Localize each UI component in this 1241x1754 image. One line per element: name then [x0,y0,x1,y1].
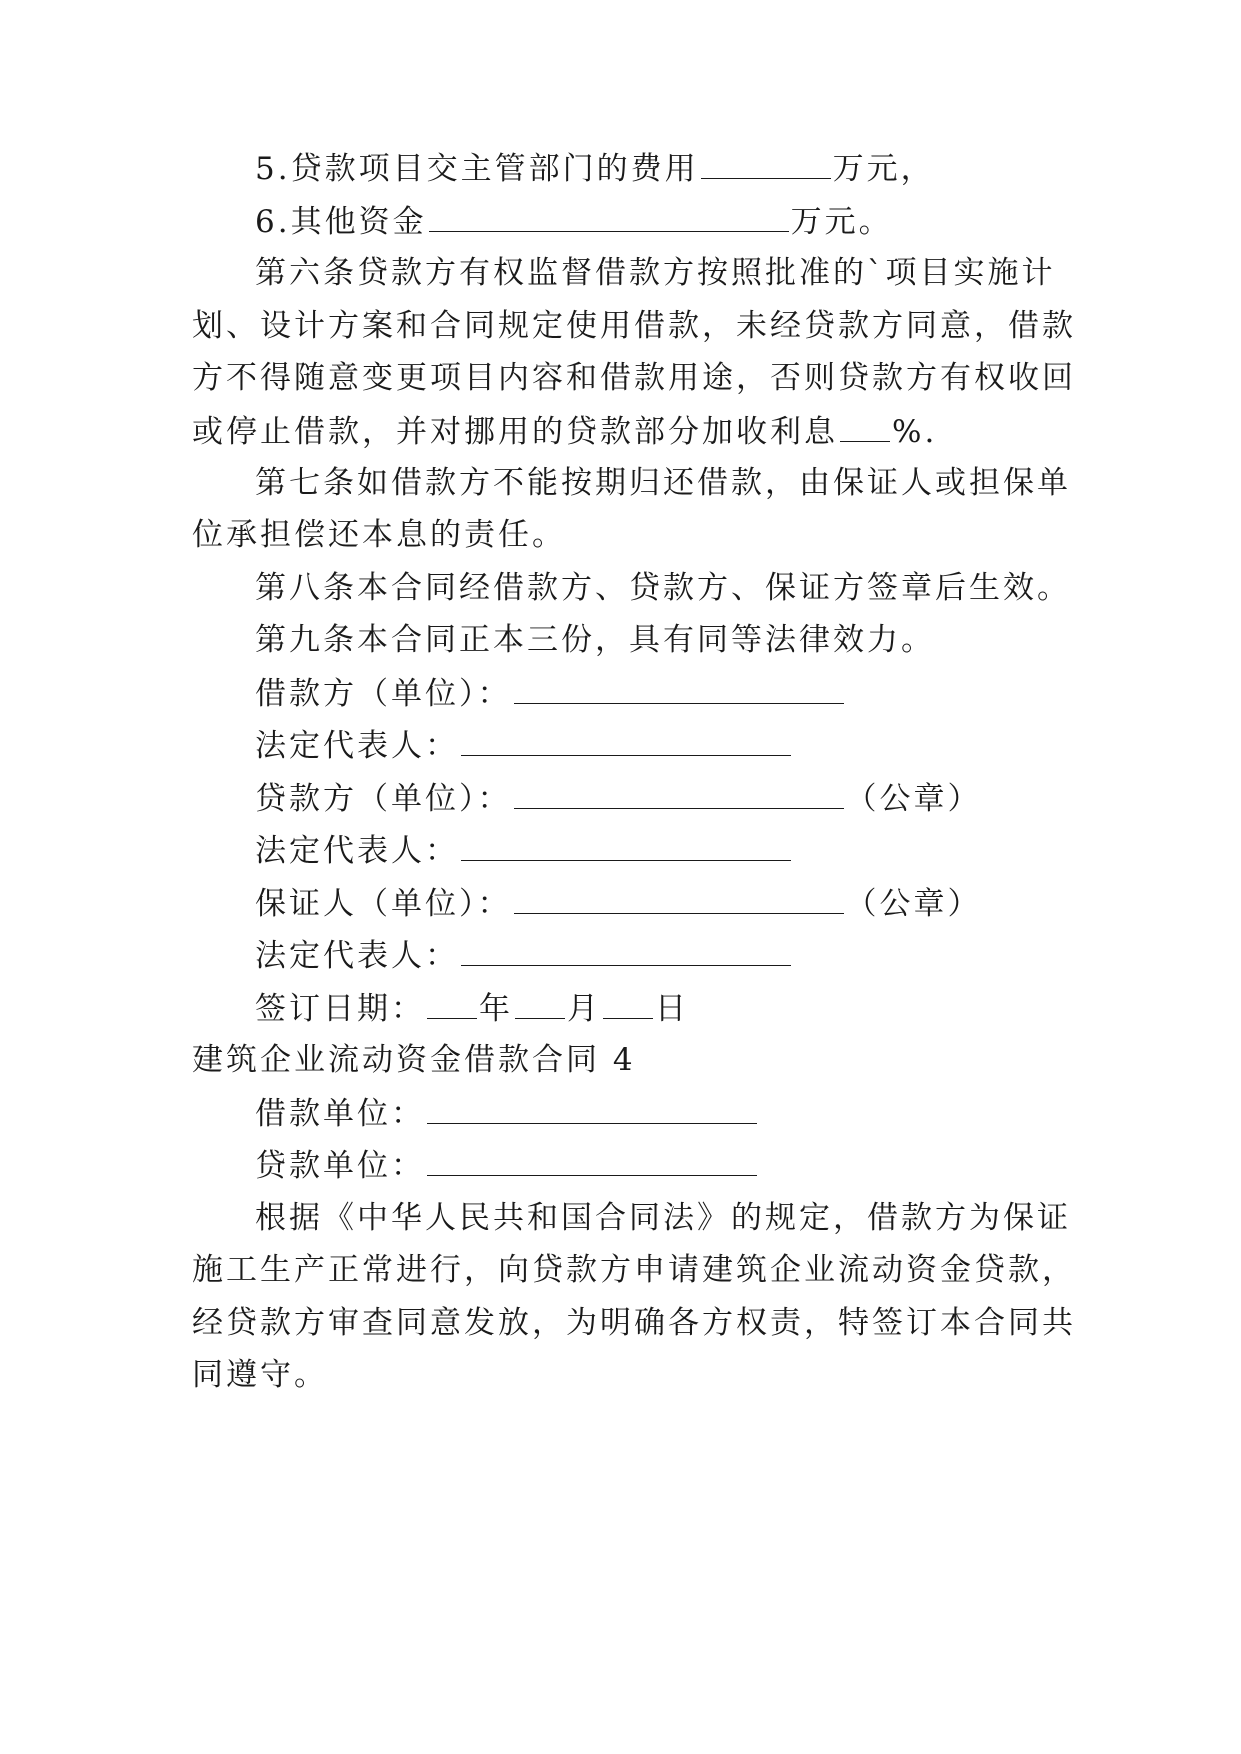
lender-rep-line [255,830,793,871]
signing-date-label: 签订日期： [255,991,425,1027]
borrower-rep-blank [461,725,791,756]
borrower-rep-label: 法定代表人： [255,728,459,764]
borrower-rep-line [255,725,793,766]
lending-unit-blank [427,1145,757,1176]
section-title: 建筑企业流动资金借款合同 4 [192,1042,636,1078]
other-funds-label: 6.其他资金 [255,204,427,240]
lender-rep-blank [461,830,791,861]
borrower-label: 借款方（单位）： [255,676,512,712]
intro-line-4: 同遵守。 [192,1357,328,1393]
fee-unit: 万元， [832,151,935,187]
guarantor-seal: （公章） [845,886,982,922]
lender-seal: （公章） [845,781,982,817]
fee-line [255,148,935,189]
article-7-line-1: 第七条如借款方不能按期归还借款，由保证人或担保单 [255,465,1071,501]
other-funds-line [255,201,893,242]
article-6-line-3: 方不得随意变更项目内容和借款用途，否则贷款方有权收回 [192,360,1076,396]
borrower-line [255,673,846,714]
borrowing-unit-line [255,1093,759,1134]
borrower-blank [514,673,844,704]
guarantor-label: 保证人（单位）： [255,886,512,922]
interest-blank [840,411,890,442]
borrowing-unit-label: 借款单位： [255,1096,425,1132]
lender-rep-label: 法定代表人： [255,833,459,869]
guarantor-blank [514,883,844,914]
article-6-line-2: 划、设计方案和合同规定使用借款，未经贷款方同意，借款 [192,308,1076,344]
lending-unit-line [255,1145,759,1186]
interest-unit: %. [892,414,938,450]
year-label: 年 [479,991,513,1027]
article-8: 第八条本合同经借款方、贷款方、保证方签章后生效。 [255,570,1071,606]
lender-blank [514,778,844,809]
month-label: 月 [567,991,601,1027]
article-9: 第九条本合同正本三份，具有同等法律效力。 [255,622,935,658]
guarantor-rep-blank [461,935,791,966]
signing-date-line [255,988,689,1029]
intro-line-3: 经贷款方审查同意发放，为明确各方权责，特签订本合同共 [192,1305,1076,1341]
interest-label: 或停止借款，并对挪用的贷款部分加收利息 [192,414,838,450]
guarantor-rep-label: 法定代表人： [255,938,459,974]
year-blank [427,988,477,1019]
article-6-line-4 [192,411,937,452]
article-6-line-1: 第六条贷款方有权监督借款方按照批准的`项目实施计 [255,255,1056,291]
guarantor-line [255,883,982,924]
day-label: 日 [655,991,689,1027]
lender-label: 贷款方（单位）： [255,781,512,817]
month-blank [515,988,565,1019]
day-blank [603,988,653,1019]
fee-blank [701,148,831,179]
intro-line-2: 施工生产正常进行，向贷款方申请建筑企业流动资金贷款， [192,1252,1076,1288]
intro-line-1: 根据《中华人民共和国合同法》的规定，借款方为保证 [255,1200,1071,1236]
other-funds-blank [429,201,789,232]
guarantor-rep-line [255,935,793,976]
fee-label: 5.贷款项目交主管部门的费用 [255,151,699,187]
article-7-line-2: 位承担偿还本息的责任。 [192,517,566,553]
lending-unit-label: 贷款单位： [255,1148,425,1184]
lender-line [255,778,982,819]
other-funds-unit: 万元。 [790,204,893,240]
borrowing-unit-blank [427,1093,757,1124]
